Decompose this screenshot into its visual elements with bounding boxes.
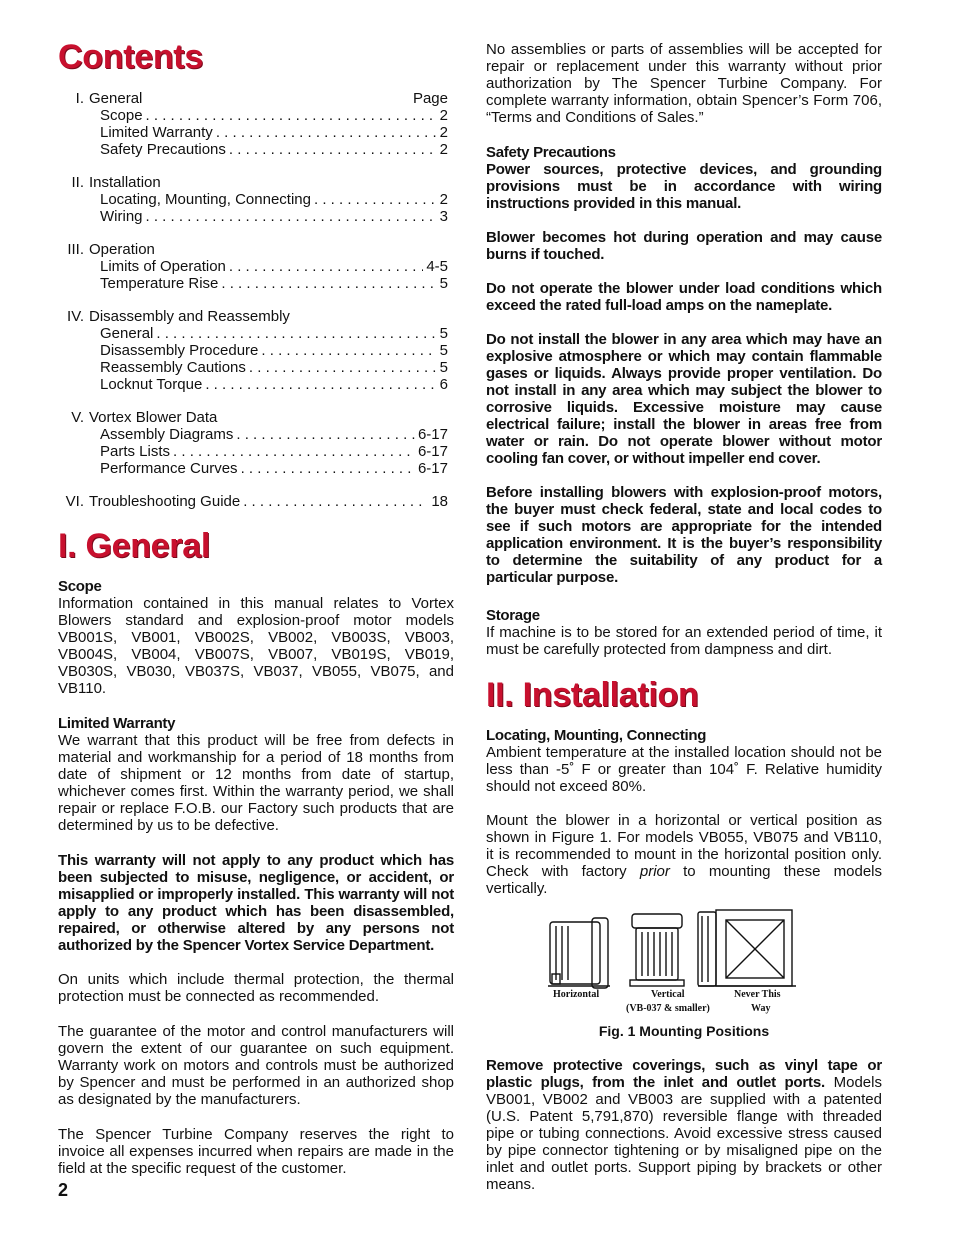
toc-item-label: Locknut Torque	[100, 376, 203, 393]
toc-item-page: 5	[439, 275, 448, 292]
toc-item-label: General	[100, 325, 154, 342]
toc-item-page: 5	[439, 359, 448, 376]
safety-item: Blower becomes hot during operation and may cause burns if touched.	[486, 229, 882, 263]
toc-item	[58, 342, 448, 359]
toc-item-label: Scope	[100, 107, 143, 124]
toc-item-label: Temperature Rise	[100, 275, 219, 292]
toc-leader-dots	[241, 460, 415, 477]
safety-item: Do not operate the blower under load conditions which exceed the rated full-load amps on the nameplate.	[486, 280, 882, 314]
storage-block	[486, 607, 882, 658]
contents-heading: Contents	[58, 38, 203, 76]
toc-leader-dots	[146, 208, 437, 225]
toc-item	[58, 141, 448, 158]
figure-caption: Fig. 1 Mounting Positions	[598, 1023, 770, 1039]
toc-section-title: Installation	[89, 174, 161, 191]
guarantee-text: The guarantee of the motor and control manufacturers will govern the extent of our guarantee on such equipment. Warranty work on motors and controls must be authorized by Spencer and must be performed in an authorized shop as designated by the manufacturers.	[58, 1023, 454, 1108]
lmc-block	[486, 727, 882, 897]
toc-item-page: 5	[439, 342, 448, 359]
warranty-exclusion: This warranty will not apply to any product which has been subjected to misuse, negligence, or accident, or misapplied or improperly installed. This warranty will not apply to any product which has been disassembled, repaired, or otherwise altered by any persons not authorized by the Spencer Vortex Service Department.	[58, 852, 454, 954]
toc-section-title: Vortex Blower Data	[89, 409, 218, 426]
vertical-blower-drawing	[630, 914, 684, 986]
toc-item-page: 2	[439, 141, 448, 158]
warranty-title: Limited Warranty	[58, 715, 176, 732]
storage-title: Storage	[486, 607, 540, 624]
fig-label-vertical: Vertical	[651, 989, 685, 1000]
toc-leader-dots	[173, 443, 415, 460]
toc-section-number: I.	[75, 90, 84, 107]
page-number: 2	[58, 1180, 69, 1200]
toc-page: 18	[431, 493, 448, 510]
toc-leader-dots	[156, 325, 436, 342]
toc-item-label: Safety Precautions	[100, 141, 226, 158]
toc-item	[58, 258, 448, 275]
warranty-text: We warrant that this product will be free from defects in material and workmanship for a period of 18 months from date of shipment or 12 months from date of startup, whichever comes first. Within the warranty period, we shall repair or replace F.O.B. our Factory such products that are determined by us to be defective.	[58, 732, 454, 834]
toc-page-label: Page	[412, 90, 448, 107]
toc-leader-dots	[229, 141, 437, 158]
toc-item	[58, 275, 448, 292]
toc-item-page: 3	[439, 208, 448, 225]
mount-text: Mount the blower in a horizontal or vertical position as shown in Figure 1. For models VB055, VB075 and VB110, it is recommended to mount in the horizontal position only. Check with factory prior to mounting these models vertically.	[486, 812, 882, 897]
scope-text: Information contained in this manual relates to Vortex Blowers standard and explosion-proof motor models VB001S, VB001, VB002S, VB002, VB003S, VB003, VB004S, VB004, VB007S, VB007, VB019S, VB019, VB030S, VB030, VB037S, VB037, VB055, VB075, and VB110.	[58, 595, 454, 697]
storage-text: If machine is to be stored for an extended period of time, it must be carefully protected from dampness and dirt.	[486, 624, 882, 658]
safety-item: Power sources, protective devices, and grounding provisions must be in accordance with wiring instructions provided in this manual.	[486, 161, 882, 212]
toc-leader-dots	[314, 191, 437, 208]
toc-section-number: III.	[67, 241, 84, 258]
toc-leader-dots	[243, 493, 428, 510]
toc-item	[58, 376, 448, 393]
toc-item	[58, 443, 448, 460]
scope-title: Scope	[58, 578, 102, 595]
toc-section-row	[58, 493, 448, 510]
toc-item-page: 2	[439, 191, 448, 208]
toc-section-title: General	[89, 90, 143, 107]
toc-leader-dots	[221, 275, 436, 292]
toc-item	[58, 124, 448, 141]
fig-label-never-way: Way	[751, 1003, 771, 1014]
safety-title: Safety Precautions	[486, 144, 616, 161]
toc-leader-dots	[229, 258, 423, 275]
toc-item-page: 4-5	[426, 258, 448, 275]
toc-item-page: 2	[439, 124, 448, 141]
toc-section-number: VI.	[65, 493, 84, 510]
horizontal-blower-drawing	[548, 918, 610, 988]
toc-section-row	[58, 241, 448, 258]
toc-item-label: Disassembly Procedure	[100, 342, 259, 359]
toc-item	[58, 426, 448, 443]
fig-label-horizontal: Horizontal	[553, 989, 600, 1000]
toc-item	[58, 325, 448, 342]
remove-coverings-text: Remove protective coverings, such as vinyl tape or plastic plugs, from the inlet and outlet ports. Models VB001, VB002 and VB003 are supplied with a patented (U.S. Patent 5,791,870) reversible flange with threaded pipe or tubing connections. Avoid excessive stress caused by pipe connector tightening or by misaligned pipe on the inlet and outlet ports. Support piping by brackets or other means.	[486, 1057, 882, 1193]
scope-block	[58, 578, 454, 697]
toc-section-row	[58, 409, 448, 426]
toc-item-label: Limited Warranty	[100, 124, 213, 141]
invoice-text: The Spencer Turbine Company reserves the right to invoice all expenses incurred when repairs are made in the field at the specific request of the customer.	[58, 1126, 454, 1177]
thermal-text: On units which include thermal protection, the thermal protection must be connected as recommended.	[58, 971, 454, 1005]
toc-item-label: Reassembly Cautions	[100, 359, 246, 376]
safety-block	[486, 144, 882, 586]
warranty-block	[58, 715, 454, 834]
table-of-contents	[58, 90, 448, 510]
toc-leader-dots	[236, 426, 415, 443]
toc-item-page: 6	[439, 376, 448, 393]
toc-section-number: V.	[71, 409, 84, 426]
toc-leader-dots	[249, 359, 437, 376]
toc-item	[58, 191, 448, 208]
toc-item-label: Wiring	[100, 208, 143, 225]
toc-section-row	[58, 174, 448, 191]
installation-heading: II. Installation	[486, 676, 699, 714]
toc-item-label: Locating, Mounting, Connecting	[100, 191, 311, 208]
toc-item-page: 6-17	[417, 460, 448, 477]
toc-item	[58, 208, 448, 225]
toc-leader-dots	[146, 107, 437, 124]
returns-text: No assemblies or parts of assemblies will be accepted for repair or replacement under this warranty without prior authorization by The Spencer Turbine Company. For complete warranty information, obtain Spencer’s Form 706, “Terms and Conditions of Sales.”	[486, 41, 882, 126]
toc-item-page: 6-17	[417, 443, 448, 460]
toc-item	[58, 460, 448, 477]
lmc-title: Locating, Mounting, Connecting	[486, 727, 707, 744]
general-heading: I. General	[58, 527, 210, 565]
safety-item: Before installing blowers with explosion-proof motors, the buyer must check federal, state and local codes to see if such motors are appropriate for the intended application environment. It is the buyer’s responsibility to determine the suitability of any product for a particular purpose.	[486, 484, 882, 586]
fig-label-never: Never This	[734, 989, 781, 1000]
never-this-way-drawing	[698, 910, 796, 986]
toc-section-row	[58, 90, 448, 107]
safety-item: Do not install the blower in any area which may have an explosive atmosphere or which may contain flammable gases or liquids. Always provide proper ventilation. Do not install in any area which may subject the blower to corrosive liquids. Excessive moisture may cause electrical failure; install the blower in areas free from water or rain. Do not operate blower without motor cooling fan cover, or without impeller end cover.	[486, 331, 882, 467]
toc-item	[58, 107, 448, 124]
mounting-positions-figure	[548, 908, 798, 1018]
toc-section-number: IV.	[67, 308, 84, 325]
toc-item-label: Limits of Operation	[100, 258, 226, 275]
toc-section-title: Disassembly and Reassembly	[89, 308, 290, 325]
toc-item-label: Performance Curves	[100, 460, 238, 477]
ambient-text: Ambient temperature at the installed location should not be less than -5˚ F or greater than 104˚ F. Relative humidity should not exceed 80%.	[486, 744, 882, 795]
toc-item-page: 2	[439, 107, 448, 124]
toc-leader-dots	[216, 124, 437, 141]
toc-item-label: Parts Lists	[100, 443, 171, 460]
toc-leader-dots	[205, 376, 436, 393]
toc-item	[58, 359, 448, 376]
fig-label-vertical-note: (VB-037 & smaller)	[626, 1003, 710, 1014]
toc-item-page: 5	[439, 325, 448, 342]
toc-section-title: Operation	[89, 241, 155, 258]
toc-item-label: Assembly Diagrams	[100, 426, 234, 443]
toc-item-page: 6-17	[417, 426, 448, 443]
toc-leader-dots	[261, 342, 436, 359]
toc-section-title: Troubleshooting Guide	[89, 493, 241, 510]
toc-section-row	[58, 308, 448, 325]
toc-section-number: II.	[71, 174, 84, 191]
